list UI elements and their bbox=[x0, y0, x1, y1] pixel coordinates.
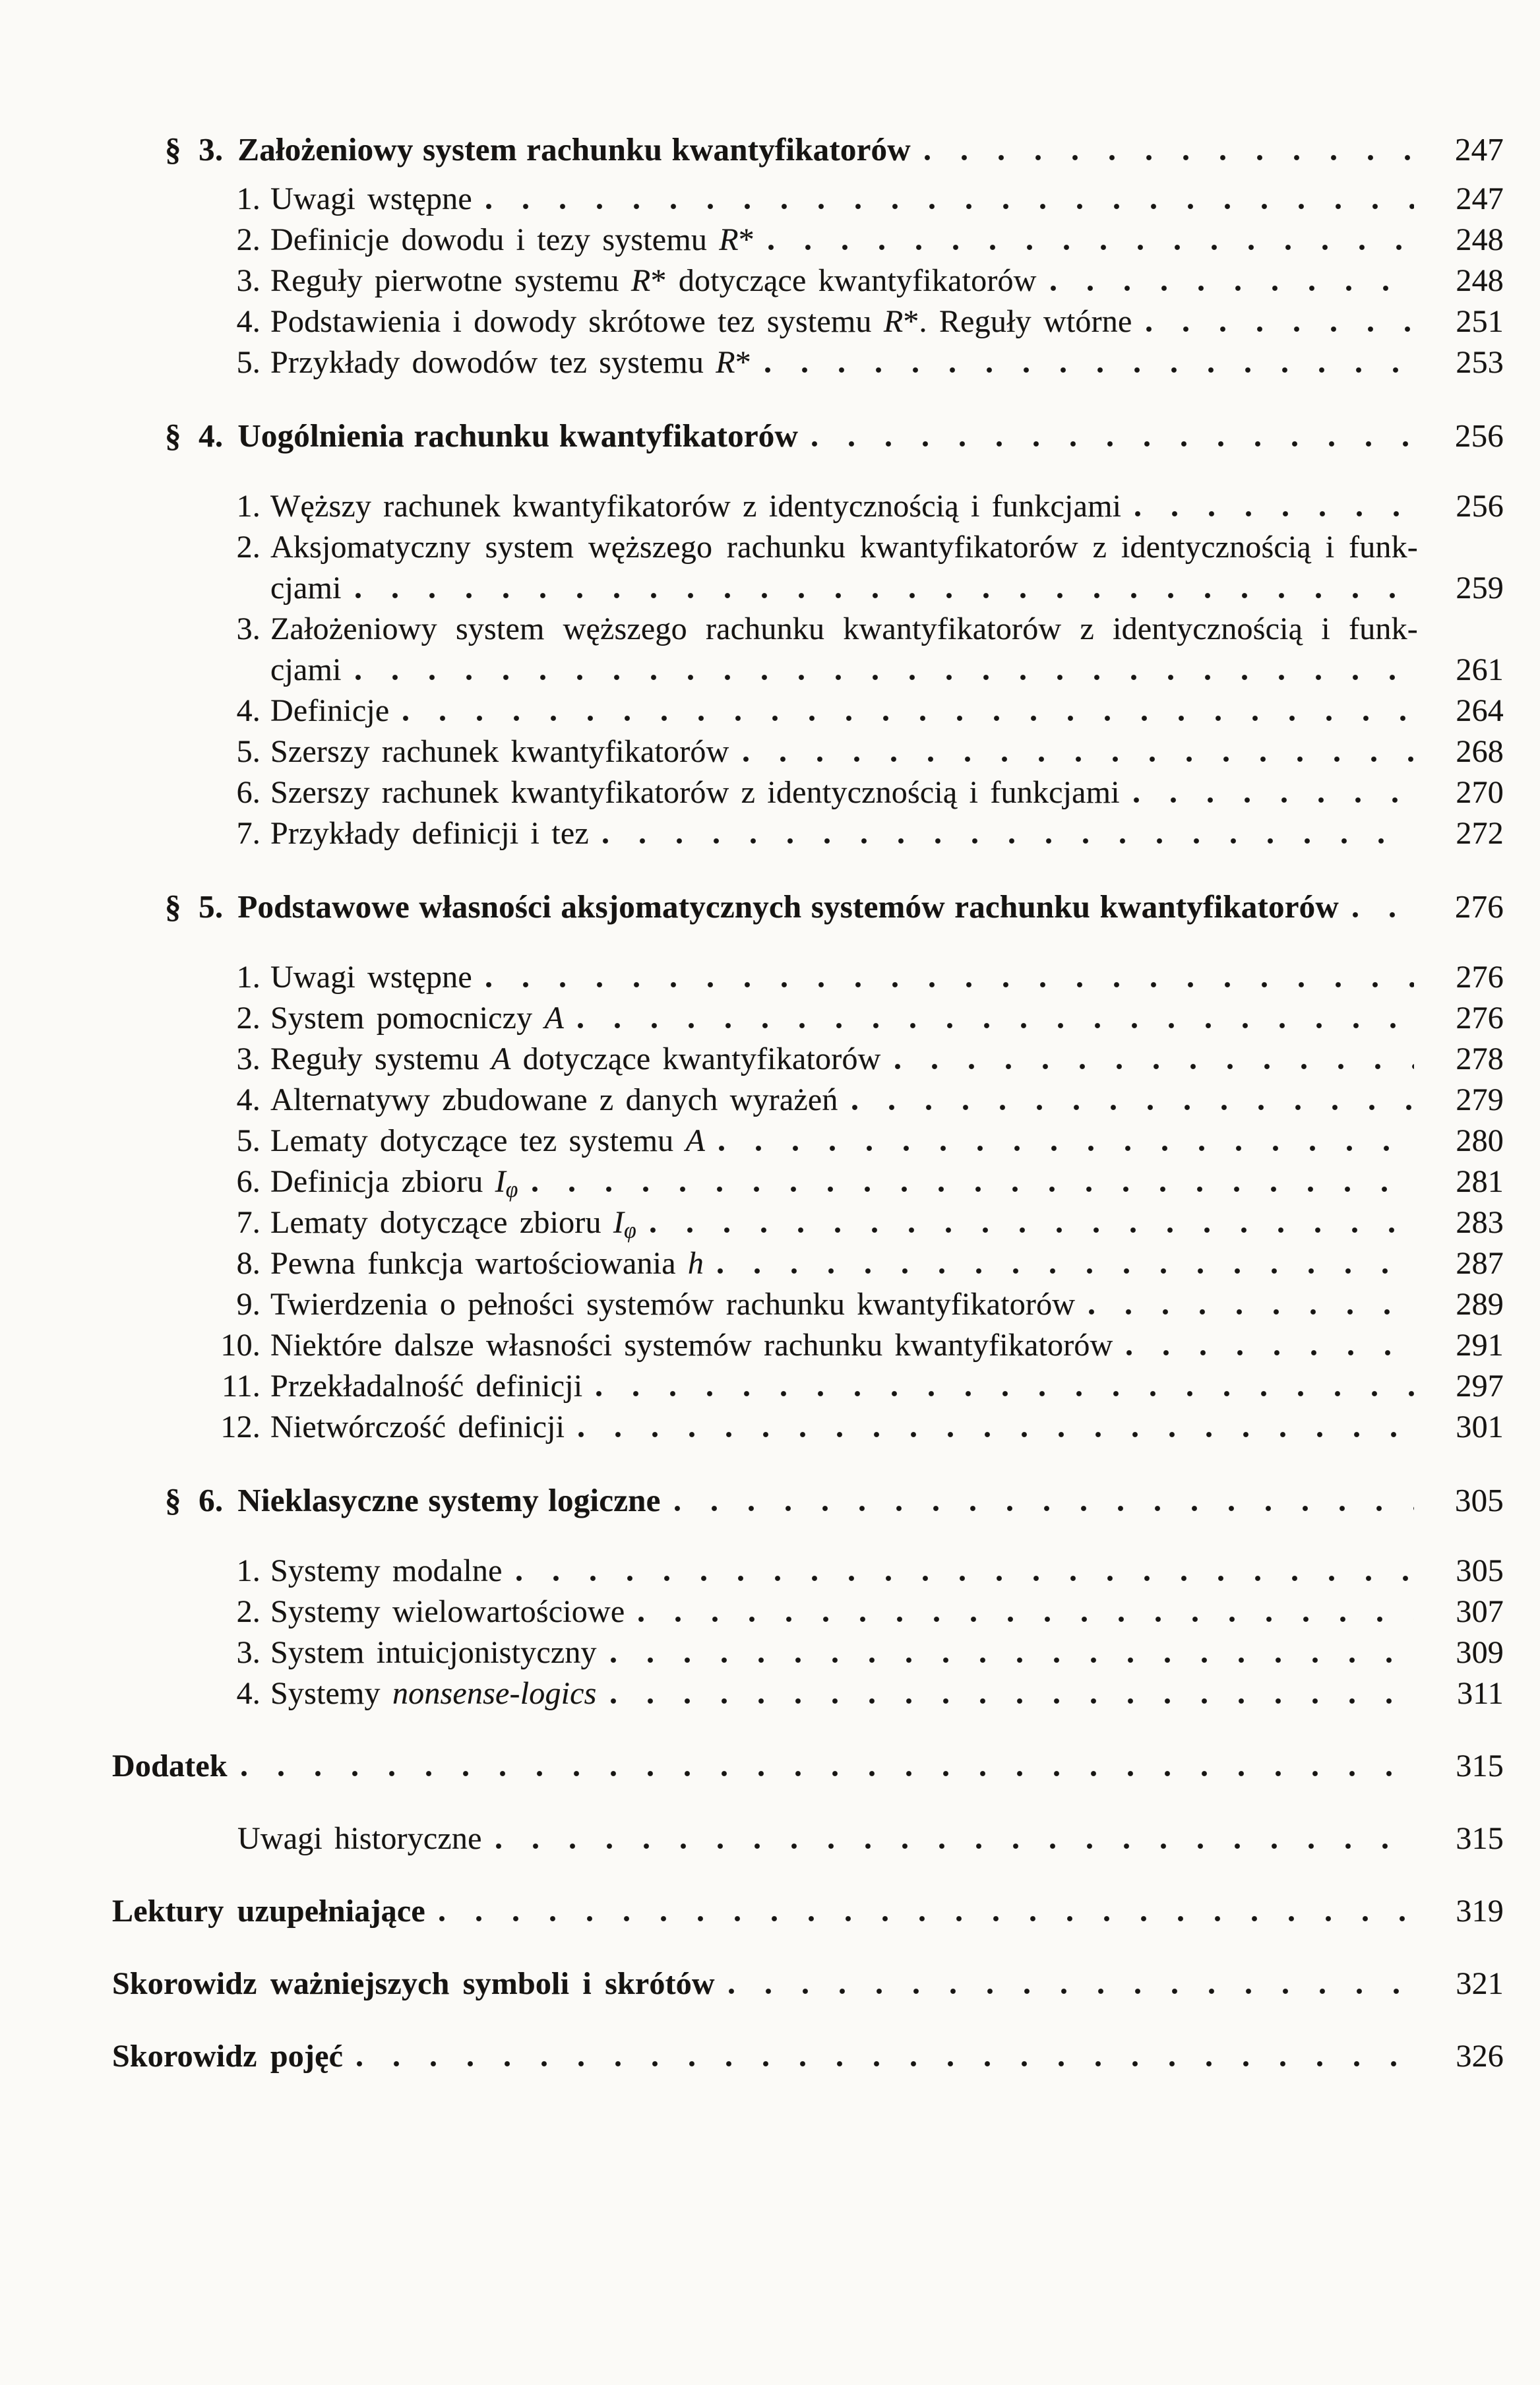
entry-label-italic-part: R bbox=[631, 263, 651, 298]
entry-label bbox=[270, 261, 1037, 301]
dot-leader bbox=[893, 1063, 1414, 1070]
entry-label-part: Systemy wielowartościowe bbox=[270, 1594, 625, 1629]
entry-number: 6. bbox=[236, 775, 261, 810]
entry-page-number: 251 bbox=[1456, 304, 1504, 339]
toc-section-heading bbox=[112, 886, 1504, 928]
entry-label-part: Podstawienia i dowody skrótowe tez systemu bbox=[270, 304, 884, 339]
toc-entry bbox=[112, 486, 1504, 527]
entry-page-number: 309 bbox=[1456, 1635, 1504, 1670]
entry-label-italic-part: A bbox=[491, 1041, 511, 1076]
dot-leader bbox=[576, 1431, 1414, 1438]
toc-entry bbox=[112, 1632, 1504, 1673]
entry-page-number: 305 bbox=[1454, 1482, 1504, 1518]
toc-entry bbox=[112, 220, 1504, 261]
dot-leader bbox=[609, 1698, 1414, 1704]
dot-leader bbox=[1124, 1349, 1414, 1356]
entry-label-part: *. Reguły wtórne bbox=[903, 304, 1132, 339]
dot-leader bbox=[514, 1575, 1414, 1582]
entry-number: 1. bbox=[236, 960, 261, 995]
toc-entry-continuation bbox=[112, 568, 1504, 609]
entry-label-part: * bbox=[735, 345, 751, 380]
entry-label-part: * bbox=[738, 222, 755, 257]
toc-entry bbox=[112, 957, 1504, 998]
entry-number: 5. bbox=[236, 1123, 261, 1158]
entry-number: 7. bbox=[236, 816, 261, 851]
section-title: Uogólnienia rachunku kwantyfikatorów bbox=[237, 418, 799, 454]
entry-label bbox=[270, 1121, 705, 1162]
entry-page-number: 256 bbox=[1454, 418, 1504, 454]
section-title: Założeniowy system rachunku kwantyfikatorów bbox=[237, 131, 911, 168]
toc-entry bbox=[112, 1162, 1504, 1202]
dot-leader bbox=[716, 1268, 1414, 1274]
toc-entry bbox=[112, 179, 1504, 220]
entry-label bbox=[270, 1632, 597, 1673]
dot-leader bbox=[636, 1616, 1414, 1623]
entry-page-number: 280 bbox=[1456, 1123, 1504, 1158]
entry-label bbox=[270, 957, 472, 998]
entry-label-part: Systemy modalne bbox=[270, 1553, 503, 1588]
entry-label-part: Reguły systemu bbox=[270, 1041, 491, 1076]
entry-label-part: System intuicjonistyczny bbox=[270, 1635, 597, 1670]
entry-number: 4. bbox=[236, 1082, 261, 1117]
entry-label-italic-part: A bbox=[685, 1123, 706, 1158]
entry-label-part: Definicje bbox=[270, 693, 390, 728]
section-paragraph-number: § 3. bbox=[165, 131, 224, 168]
dot-leader bbox=[766, 244, 1414, 251]
entry-page-number: 264 bbox=[1456, 693, 1504, 728]
entry-number: 4. bbox=[236, 693, 261, 728]
dot-leader bbox=[673, 1505, 1414, 1512]
dot-leader bbox=[763, 367, 1414, 373]
entry-label-italic-part: nonsense-logics bbox=[392, 1676, 597, 1711]
dot-leader bbox=[239, 1770, 1414, 1777]
entry-label-part: cjami bbox=[270, 652, 342, 687]
entry-page-number: 311 bbox=[1457, 1676, 1504, 1711]
dot-leader bbox=[1144, 326, 1415, 332]
entry-label-part: Alternatywy zbudowane z danych wyrażeń bbox=[270, 1082, 838, 1117]
entry-page-number: 315 bbox=[1456, 1821, 1504, 1856]
entry-page-number: 276 bbox=[1456, 1001, 1504, 1036]
entry-label-part: Przekładalność definicji bbox=[270, 1369, 583, 1404]
entry-page-number: 297 bbox=[1456, 1369, 1504, 1404]
entry-label bbox=[270, 772, 1120, 813]
toc-entry bbox=[112, 1039, 1504, 1080]
entry-label bbox=[270, 1162, 518, 1202]
entry-label bbox=[270, 486, 1121, 527]
toc-entry bbox=[112, 731, 1504, 772]
entry-number: 1. bbox=[236, 181, 261, 216]
entry-number: 1. bbox=[236, 489, 261, 524]
entry-label bbox=[270, 220, 755, 261]
section-title: Podstawowe własności aksjomatycznych systemów rachunku kwantyfikatorów bbox=[237, 888, 1339, 925]
entry-number: 3. bbox=[236, 611, 261, 646]
entry-label-part: Niektóre dalsze własności systemów rachunku kwantyfikatorów bbox=[270, 1328, 1113, 1363]
entry-page-number: 272 bbox=[1456, 816, 1504, 851]
entry-label-italic-part: φ bbox=[624, 1218, 636, 1243]
entry-label bbox=[112, 650, 342, 691]
entry-label bbox=[270, 1407, 565, 1448]
entry-label-part: Nietwórczość definicji bbox=[270, 1409, 565, 1444]
dot-leader bbox=[1133, 511, 1414, 517]
entry-label-part: Twierdzenia o pełności systemów rachunku kwantyfikatorów bbox=[270, 1287, 1076, 1322]
entry-label-part: Lematy dotyczące zbioru bbox=[270, 1205, 613, 1240]
entry-label: Skorowidz pojęć bbox=[112, 2039, 344, 2074]
entry-page-number: 247 bbox=[1456, 181, 1504, 216]
entry-label bbox=[270, 301, 1132, 342]
toc-entry bbox=[112, 1673, 1504, 1714]
toc-entry bbox=[112, 1551, 1504, 1592]
dot-leader bbox=[1087, 1309, 1414, 1315]
dot-leader bbox=[401, 715, 1414, 722]
toc-entry bbox=[112, 1121, 1504, 1162]
dot-leader bbox=[727, 1988, 1414, 1995]
entry-label bbox=[270, 813, 589, 854]
entry-page-number: 307 bbox=[1456, 1594, 1504, 1629]
entry-label: Skorowidz ważniejszych symboli i skrótów bbox=[112, 1966, 715, 2001]
toc-entry bbox=[112, 1746, 1504, 1787]
toc-section-heading bbox=[112, 415, 1504, 457]
section-title: Nieklasyczne systemy logiczne bbox=[237, 1482, 661, 1518]
entry-number: 7. bbox=[236, 1205, 261, 1240]
entry-number: 10. bbox=[220, 1328, 261, 1363]
dot-leader bbox=[484, 203, 1414, 210]
entry-number: 8. bbox=[236, 1246, 261, 1281]
entry-label bbox=[270, 179, 472, 220]
entry-label bbox=[270, 1080, 838, 1121]
dot-leader bbox=[850, 1104, 1414, 1111]
toc-entry-continuation bbox=[112, 650, 1504, 691]
dot-leader bbox=[594, 1390, 1414, 1397]
dot-leader bbox=[355, 2060, 1414, 2067]
toc-section-heading bbox=[112, 129, 1504, 171]
entry-number: 2. bbox=[236, 222, 261, 257]
toc-entry bbox=[112, 1325, 1504, 1366]
dot-leader bbox=[648, 1227, 1414, 1233]
toc-entry bbox=[112, 609, 1504, 650]
section-paragraph-number: § 6. bbox=[165, 1482, 224, 1518]
toc-entry bbox=[112, 1891, 1504, 1932]
entry-page-number: 289 bbox=[1456, 1287, 1504, 1322]
entry-label bbox=[270, 1366, 582, 1407]
entry-number: 2. bbox=[236, 530, 261, 565]
dot-leader bbox=[530, 1186, 1414, 1192]
entry-page-number: 261 bbox=[1456, 652, 1504, 687]
dot-leader bbox=[609, 1657, 1414, 1663]
entry-label bbox=[270, 342, 751, 383]
entry-number: 12. bbox=[220, 1409, 261, 1444]
entry-label bbox=[270, 731, 729, 772]
entry-page-number: 291 bbox=[1456, 1328, 1504, 1363]
toc-entry bbox=[112, 1366, 1504, 1407]
entry-label-part: Założeniowy system węższego rachunku kwantyfikatorów z identycznością i funk- bbox=[270, 611, 1418, 646]
entry-label bbox=[270, 1039, 881, 1080]
entry-label bbox=[270, 1325, 1113, 1366]
entry-label-italic-part: I bbox=[613, 1205, 625, 1240]
entry-label bbox=[270, 1592, 625, 1632]
toc-list bbox=[112, 129, 1504, 2077]
toc-entry bbox=[112, 998, 1504, 1039]
entry-label-part: Aksjomatyczny system węższego rachunku kwantyfikatorów z identycznością i funk- bbox=[270, 530, 1418, 565]
toc-entry bbox=[112, 1407, 1504, 1448]
dot-leader bbox=[1351, 912, 1414, 918]
entry-label-italic-part: R bbox=[883, 304, 904, 339]
toc-entry bbox=[112, 342, 1504, 383]
toc-entry bbox=[112, 1818, 1504, 1859]
toc-section-heading bbox=[112, 1479, 1504, 1522]
entry-number: 5. bbox=[236, 734, 261, 769]
toc-entry bbox=[112, 2036, 1504, 2077]
dot-leader bbox=[484, 981, 1414, 988]
dot-leader bbox=[601, 838, 1414, 844]
entry-page-number: 283 bbox=[1456, 1205, 1504, 1240]
entry-label-part: Systemy bbox=[270, 1676, 392, 1711]
entry-page-number: 256 bbox=[1456, 489, 1504, 524]
entry-number: 3. bbox=[236, 263, 261, 298]
toc-entry bbox=[112, 1284, 1504, 1325]
entry-number: 2. bbox=[236, 1594, 261, 1629]
toc-entry bbox=[112, 1243, 1504, 1284]
entry-page-number: 247 bbox=[1454, 131, 1504, 168]
entry-label bbox=[270, 1243, 704, 1284]
toc-entry bbox=[112, 772, 1504, 813]
entry-number: 5. bbox=[236, 345, 261, 380]
dot-leader bbox=[810, 441, 1414, 447]
entry-label-part: System pomocniczy bbox=[270, 1001, 545, 1036]
entry-number: 2. bbox=[236, 1001, 261, 1036]
toc-entry bbox=[112, 813, 1504, 854]
section-paragraph-number: § 4. bbox=[165, 418, 224, 454]
entry-page-number: 276 bbox=[1454, 888, 1504, 925]
dot-leader bbox=[354, 674, 1414, 681]
entry-label-part: Szerszy rachunek kwantyfikatorów bbox=[270, 734, 729, 769]
entry-page-number: 326 bbox=[1456, 2039, 1504, 2074]
dot-leader bbox=[494, 1843, 1414, 1849]
entry-page-number: 253 bbox=[1456, 345, 1504, 380]
dot-leader bbox=[354, 592, 1414, 599]
toc-entry bbox=[112, 691, 1504, 731]
entry-label-part: Reguły pierwotne systemu bbox=[270, 263, 631, 298]
entry-label bbox=[270, 609, 1418, 650]
entry-label bbox=[270, 1284, 1075, 1325]
entry-label-part: Przykłady dowodów tez systemu bbox=[270, 345, 716, 380]
entry-label-italic-part: φ bbox=[505, 1177, 518, 1202]
entry-label-italic-part: R bbox=[719, 222, 739, 257]
dot-leader bbox=[576, 1022, 1414, 1029]
entry-page-number: 319 bbox=[1456, 1894, 1504, 1929]
toc-entry bbox=[112, 527, 1504, 568]
entry-number: 4. bbox=[236, 304, 261, 339]
entry-page-number: 270 bbox=[1456, 775, 1504, 810]
dot-leader bbox=[717, 1145, 1414, 1152]
entry-label bbox=[112, 568, 342, 609]
entry-label bbox=[270, 1202, 636, 1243]
entry-page-number: 248 bbox=[1456, 222, 1504, 257]
toc-entry bbox=[112, 301, 1504, 342]
entry-label-italic-part: R bbox=[716, 345, 735, 380]
entry-label-part: * dotyczące kwantyfikatorów bbox=[650, 263, 1037, 298]
entry-label: Uwagi historyczne bbox=[237, 1821, 482, 1856]
entry-label bbox=[270, 1673, 597, 1714]
entry-page-number: 276 bbox=[1456, 960, 1504, 995]
entry-page-number: 301 bbox=[1456, 1409, 1504, 1444]
entry-label-part: Definicje dowodu i tezy systemu bbox=[270, 222, 720, 257]
entry-label-part: Definicja zbioru bbox=[270, 1164, 495, 1199]
dot-leader bbox=[437, 1915, 1414, 1922]
entry-page-number: 287 bbox=[1456, 1246, 1504, 1281]
entry-number: 11. bbox=[222, 1369, 261, 1404]
entry-label-part: Szerszy rachunek kwantyfikatorów z identycznością i funkcjami bbox=[270, 775, 1120, 810]
entry-label-part: Przykłady definicji i tez bbox=[270, 816, 589, 851]
dot-leader bbox=[1049, 285, 1414, 292]
entry-label-italic-part: I bbox=[495, 1164, 506, 1199]
entry-page-number: 268 bbox=[1456, 734, 1504, 769]
entry-number: 1. bbox=[236, 1553, 261, 1588]
entry-number: 3. bbox=[236, 1041, 261, 1076]
dot-leader bbox=[923, 154, 1414, 161]
entry-page-number: 305 bbox=[1456, 1553, 1504, 1588]
entry-label-part: dotyczące kwantyfikatorów bbox=[510, 1041, 881, 1076]
dot-leader bbox=[1132, 797, 1414, 803]
entry-label-part: Lematy dotyczące tez systemu bbox=[270, 1123, 686, 1158]
entry-number: 6. bbox=[236, 1164, 261, 1199]
entry-page-number: 248 bbox=[1456, 263, 1504, 298]
entry-label-part: Węższy rachunek kwantyfikatorów z identycznością i funkcjami bbox=[270, 489, 1122, 524]
entry-page-number: 281 bbox=[1456, 1164, 1504, 1199]
entry-label bbox=[270, 691, 389, 731]
entry-page-number: 321 bbox=[1456, 1966, 1504, 2001]
dot-leader bbox=[741, 756, 1415, 762]
entry-page-number: 259 bbox=[1456, 571, 1504, 605]
toc-entry bbox=[112, 1080, 1504, 1121]
entry-label-part: Uwagi wstępne bbox=[270, 181, 472, 216]
toc-entry bbox=[112, 1592, 1504, 1632]
toc-entry bbox=[112, 1202, 1504, 1243]
entry-page-number: 279 bbox=[1456, 1082, 1504, 1117]
entry-label-part: cjami bbox=[270, 571, 342, 605]
entry-number: 3. bbox=[236, 1635, 261, 1670]
toc-entry bbox=[112, 1964, 1504, 2004]
entry-label: Dodatek bbox=[112, 1749, 228, 1783]
section-paragraph-number: § 5. bbox=[165, 888, 224, 925]
entry-label bbox=[270, 527, 1418, 568]
entry-label bbox=[270, 998, 564, 1039]
entry-label bbox=[270, 1551, 503, 1592]
entry-label-part: Uwagi wstępne bbox=[270, 960, 472, 995]
entry-label-italic-part: A bbox=[544, 1001, 565, 1036]
toc-entry bbox=[112, 261, 1504, 301]
entry-label-italic-part: h bbox=[687, 1246, 704, 1281]
entry-label-part: Pewna funkcja wartościowania bbox=[270, 1246, 688, 1281]
entry-number: 9. bbox=[236, 1287, 261, 1322]
entry-page-number: 278 bbox=[1456, 1041, 1504, 1076]
entry-page-number: 315 bbox=[1456, 1749, 1504, 1783]
entry-label: Lektury uzupełniające bbox=[112, 1894, 425, 1929]
entry-number: 4. bbox=[236, 1676, 261, 1711]
